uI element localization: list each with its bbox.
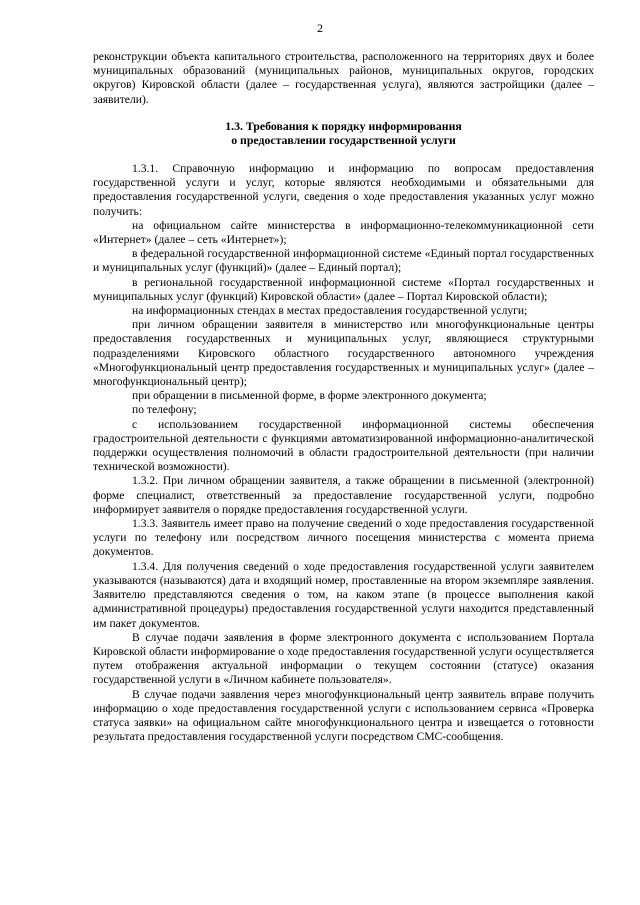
paragraph-official-site: на официальном сайте министерства в информационно-телекоммуникационной сети «Интернет» (далее – сеть «Интернет»); bbox=[93, 218, 594, 247]
paragraph-regional-portal: в региональной государственной информационной системе «Портал государственных и муниципальных услуг (функций) Кировской области» (далее – Портал Кировской области); bbox=[93, 275, 594, 303]
page-number: 2 bbox=[317, 21, 323, 35]
section-heading-line-1: 1.3. Требования к порядку информирования bbox=[225, 118, 462, 133]
paragraph-info-system: с использованием государственной информационной системы обеспечения градостроительной деятельности с функциями автоматизированной информационно-аналитической поддержки осуществления полномочий в области градостроительной деятельности (при наличии технической возможности). bbox=[93, 417, 594, 474]
paragraph-by-phone: по телефону; bbox=[132, 403, 197, 417]
paragraph-1-3-3: 1.3.3. Заявитель имеет право на получение сведений о ходе предоставления государственной услуги по телефону или посредством личного посещения министерства с момента приема документов. bbox=[93, 517, 594, 559]
intro-paragraph: реконструкции объекта капитального строительства, расположенного на территориях двух и более муниципальных образований (муниципальных районов, муниципальных округов, городских округов) Кировской области (далее – государственная услуга), являются застройщики (далее – заявители). bbox=[93, 50, 594, 106]
document-body bbox=[93, 50, 594, 744]
paragraph-personal-visit: при личном обращении заявителя в министерство или многофункциональные центры предоставления государственных и муниципальных услуг, являющиеся структурными подразделениями Кировского областного государственного автономного учреждения «Многофункциональный центр предоставления государственных и муниципальных услуг» (далее – многофункциональный центр); bbox=[93, 318, 594, 389]
section-heading-line-2: о предоставлении государственной услуги bbox=[231, 133, 456, 148]
paragraph-info-stands: на информационных стендах в местах предоставления государственной услуги; bbox=[132, 304, 528, 318]
paragraph-unified-portal: в федеральной государственной информационной системе «Единый портал государственных и муниципальных услуг (функций)» (далее – Единый портал); bbox=[93, 247, 594, 275]
paragraph-electronic-submission: В случае подачи заявления в форме электронного документа с использованием Портала Кировской области информирование о ходе предоставления государственной услуги осуществляется путем отображения актуальной информации о текущем состоянии (статусе) оказания государственной услуги в «Личном кабинете пользователя». bbox=[93, 630, 594, 687]
paragraph-1-3-4: 1.3.4. Для получения сведений о ходе предоставления государственной услуги заявителем указываются (называются) дата и входящий номер, проставленные на втором экземпляре заявления. Заявителю представляются сведения о том, на каком этапе (в процессе выполнения какой административной процедуры) предоставления государственной услуги находится представленный им пакет документов. bbox=[93, 559, 594, 630]
paragraph-1-3-2: 1.3.2. При личном обращении заявителя, а также обращении в письменной (электронной) форме специалист, ответственный за предоставление государственной услуги, подробно информирует заявителя о порядке предоставления государственной услуги. bbox=[93, 474, 594, 516]
paragraph-1-3-1: 1.3.1. Справочную информацию и информацию по вопросам предоставления государственной услуги и услуг, которые являются необходимыми и обязательными для предоставления государственной услуги, сведения о ходе предоставления указанных услуг можно получить: bbox=[93, 162, 594, 218]
paragraph-mfc-submission: В случае подачи заявления через многофункциональный центр заявитель вправе получить информацию о ходе предоставления государственной услуги с использованием сервиса «Проверка статуса заявки» на официальном сайте многофункционального центра и извещается о готовности результата предоставления государственной услуги посредством СМС-сообщения. bbox=[93, 687, 594, 744]
paragraph-written-request: при обращении в письменной форме, в форме электронного документа; bbox=[132, 389, 487, 403]
section-heading bbox=[93, 119, 594, 148]
